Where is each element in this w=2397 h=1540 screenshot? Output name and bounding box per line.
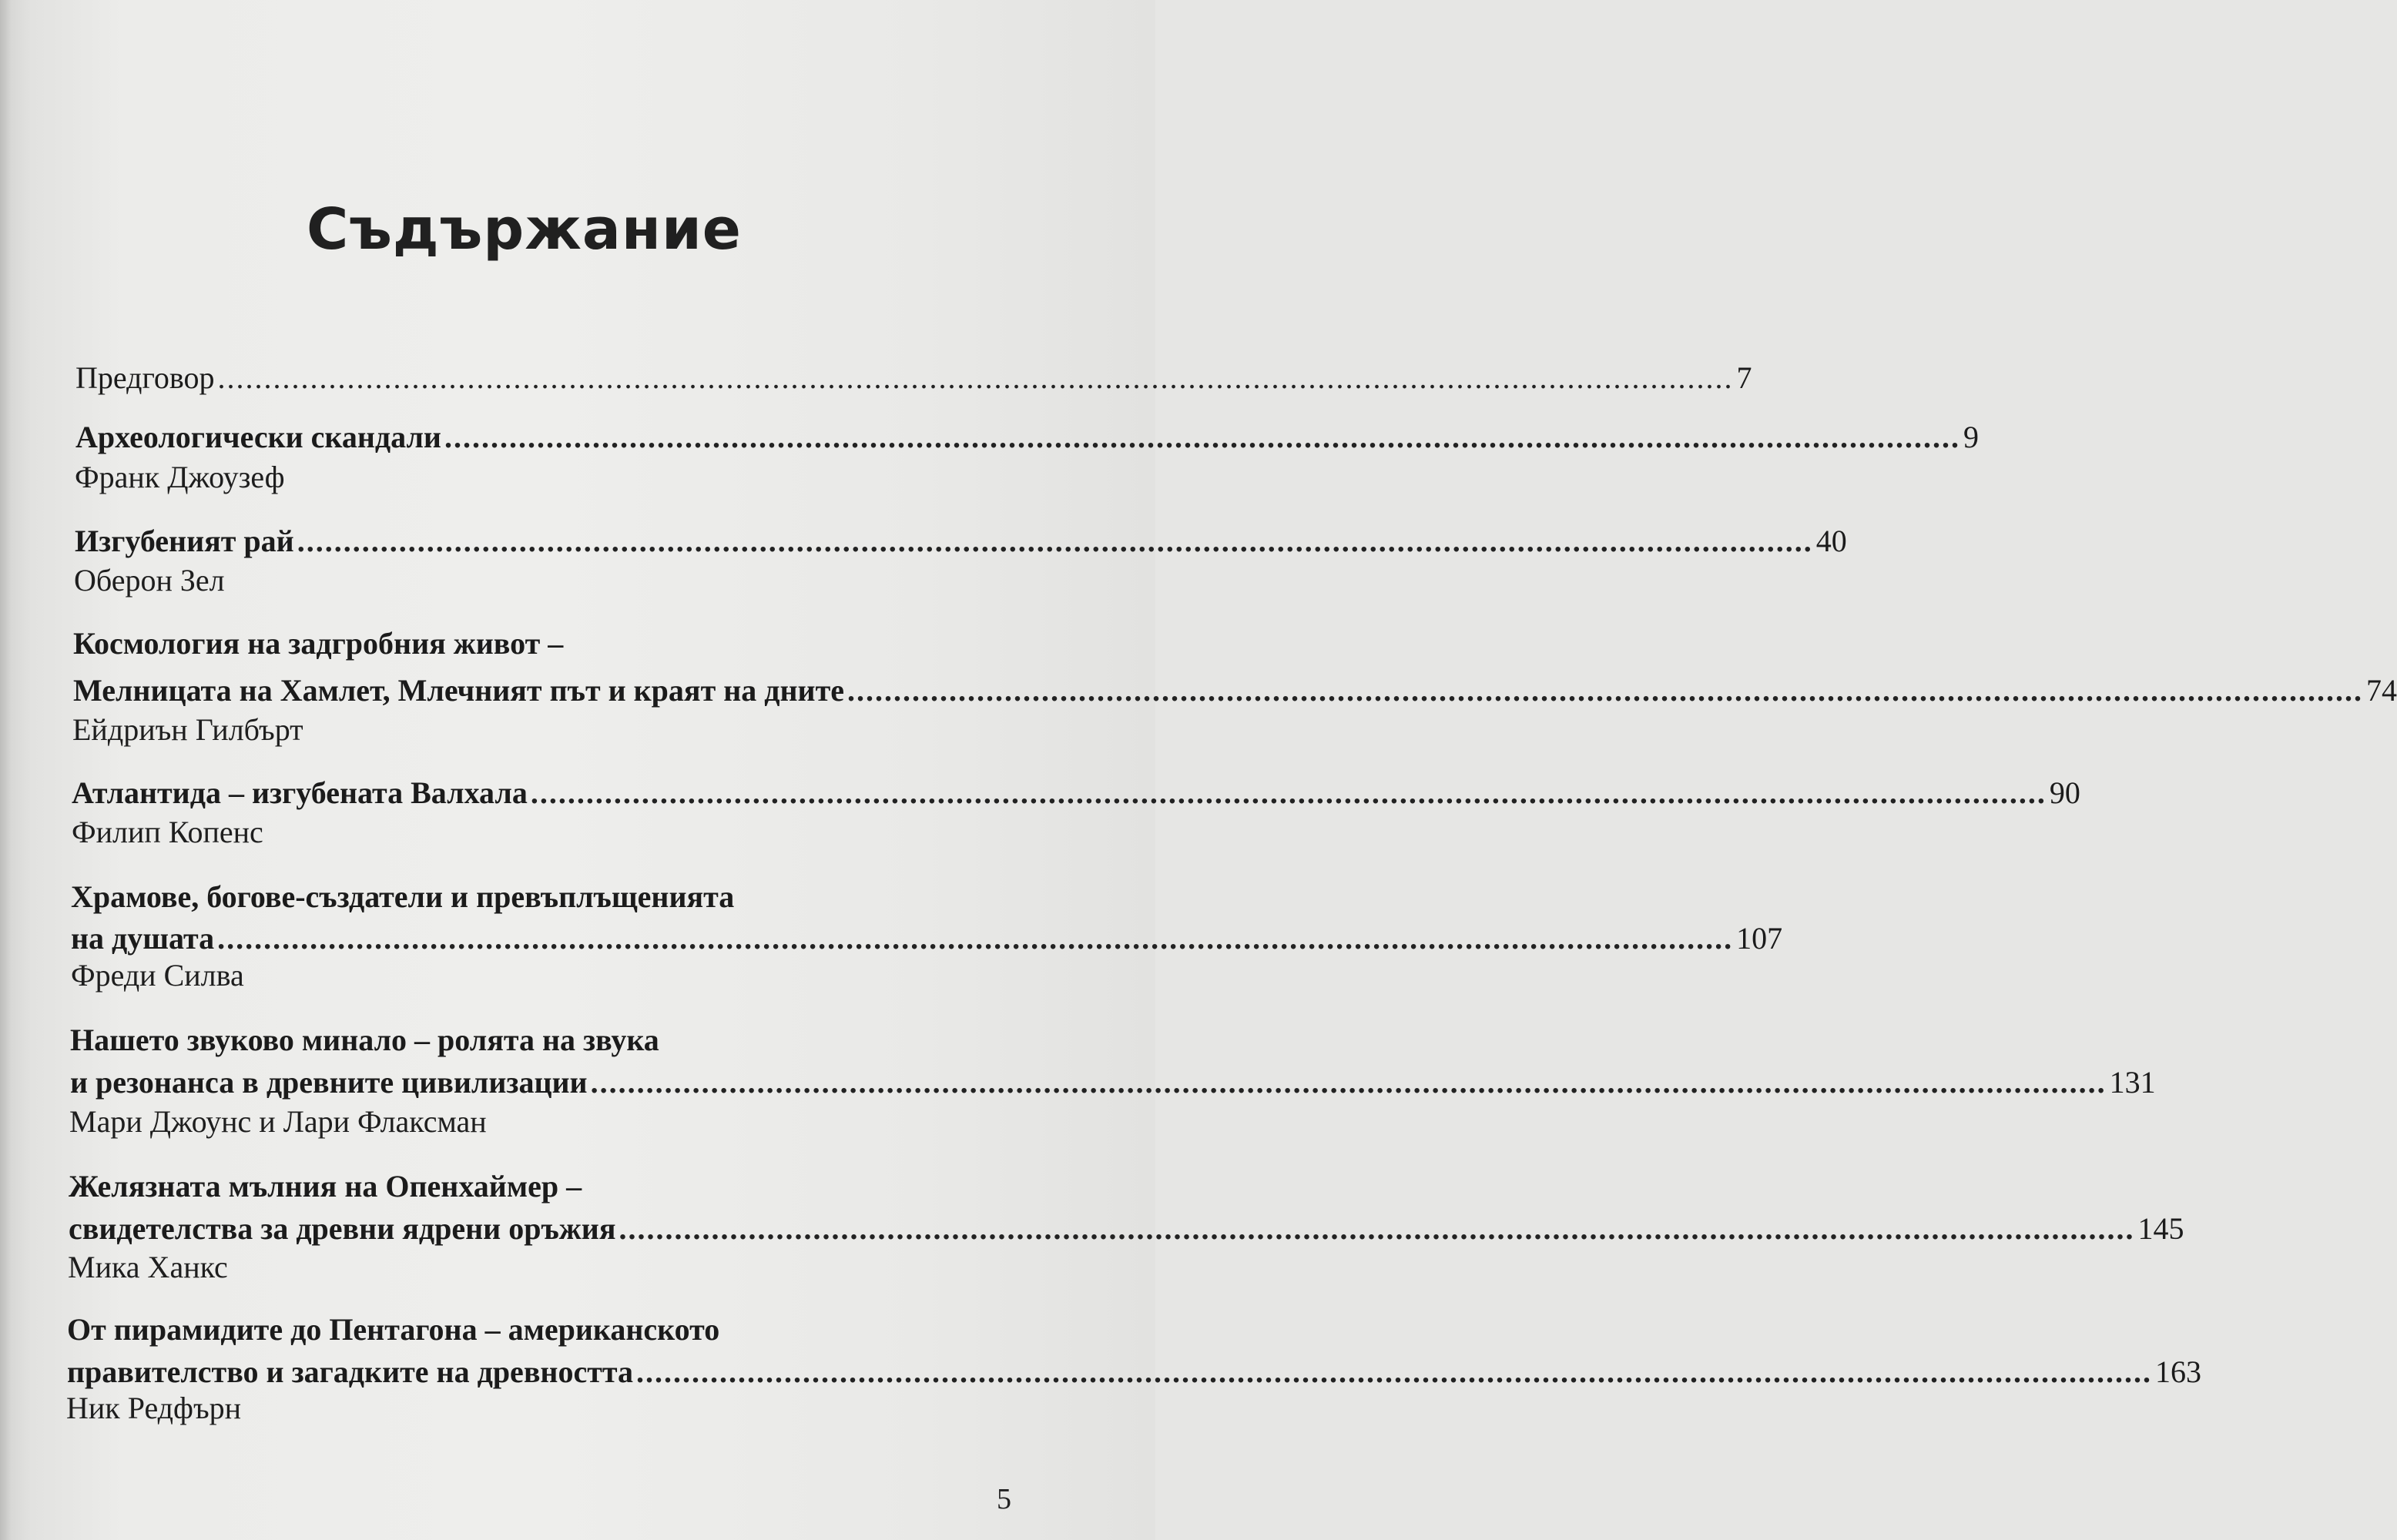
toc-page-number: 163 [2155, 1354, 2201, 1389]
toc-author: Фреди Силва [71, 958, 244, 993]
page-edge [0, 0, 11, 1540]
toc-page-number: 131 [2109, 1065, 2156, 1100]
dot-leader: .................................................................................................................................................................... [444, 420, 1960, 454]
page-number: 5 [997, 1483, 1011, 1515]
toc-page-number: 90 [2049, 775, 2080, 810]
dot-leader: .................................................................................................................................................................... [297, 524, 1813, 558]
toc-entry-title: Изгубеният рай [75, 524, 294, 558]
toc-entry-title-line [71, 919, 1783, 957]
toc-entry-title: Нашето звуково минало – ролята на звука [70, 1023, 659, 1057]
toc-page-number: 40 [1815, 524, 1847, 558]
toc-entry-title-line [70, 1063, 2156, 1101]
toc-page-number: 107 [1736, 921, 1783, 956]
toc-page-number: 145 [2137, 1211, 2184, 1246]
toc-entry-title: правителство и загадките на древността [67, 1354, 633, 1389]
toc-author: Ейдриън Гилбърт [72, 712, 303, 747]
toc-entry-title: Желязната мълния на Опенхаймер – [69, 1169, 582, 1204]
toc-entry-title-line [72, 773, 2080, 812]
toc-entry-title: От пирамидите до Пентагона – американското [67, 1312, 720, 1347]
toc-author: Мари Джоунс и Лари Флаксман [69, 1104, 487, 1139]
toc-entry-title-line [69, 1167, 582, 1205]
dot-leader: .................................................................................................................................................................... [217, 360, 1734, 395]
toc-entry-title: Мелницата на Хамлет, Млечният път и краят на дните [73, 673, 844, 708]
dot-leader: .................................................................................................................................................................... [619, 1211, 2135, 1246]
toc-entry-title: Храмове, богове-създатели и превъплъщенията [71, 879, 735, 914]
toc-page-number: 74 [2366, 673, 2397, 708]
dot-leader: .................................................................................................................................................................... [847, 673, 2363, 708]
dot-leader: .................................................................................................................................................................... [590, 1065, 2107, 1100]
toc-author: Оберон Зел [74, 563, 225, 598]
toc-author: Ник Редфърн [66, 1391, 242, 1425]
toc-entry-title-line [73, 624, 563, 662]
toc-author: Франк Джоузеф [75, 460, 285, 494]
toc-entry-title-line [73, 671, 2397, 709]
toc-page-number: 7 [1736, 360, 1752, 395]
toc-entry-title: и резонанса в древните цивилизации [70, 1065, 588, 1100]
toc-entry-title: Археологически скандали [75, 420, 441, 454]
dot-leader: .................................................................................................................................................................... [636, 1354, 2152, 1389]
toc-author: Филип Копенс [72, 815, 263, 849]
toc-entry-title-line [75, 417, 1979, 456]
toc-entry-title-line [67, 1310, 719, 1348]
toc-entry-title-line [70, 1020, 659, 1059]
toc-author: Мика Ханкс [68, 1250, 228, 1284]
toc-entry-title: Атлантида – изгубената Валхала [72, 775, 528, 810]
dot-leader: .................................................................................................................................................................... [217, 921, 1734, 956]
toc-entry-preface [75, 358, 1752, 397]
toc-entry-title: Предговор [75, 360, 215, 395]
toc-page-number: 9 [1963, 420, 1979, 454]
toc-entry-title: на душата [71, 921, 215, 956]
toc-entry-title-line [69, 1209, 2184, 1247]
toc-entry-title-line [67, 1352, 2201, 1391]
toc-entry-title-line [71, 877, 734, 916]
toc-entry-title-line [75, 521, 1847, 560]
toc-entry-title: свидетелства за древни ядрени оръжия [69, 1211, 616, 1246]
dot-leader: .................................................................................................................................................................... [530, 775, 2047, 810]
toc-entry-title: Космология на задгробния живот – [73, 626, 564, 661]
page-title: Съдържание [307, 196, 742, 263]
